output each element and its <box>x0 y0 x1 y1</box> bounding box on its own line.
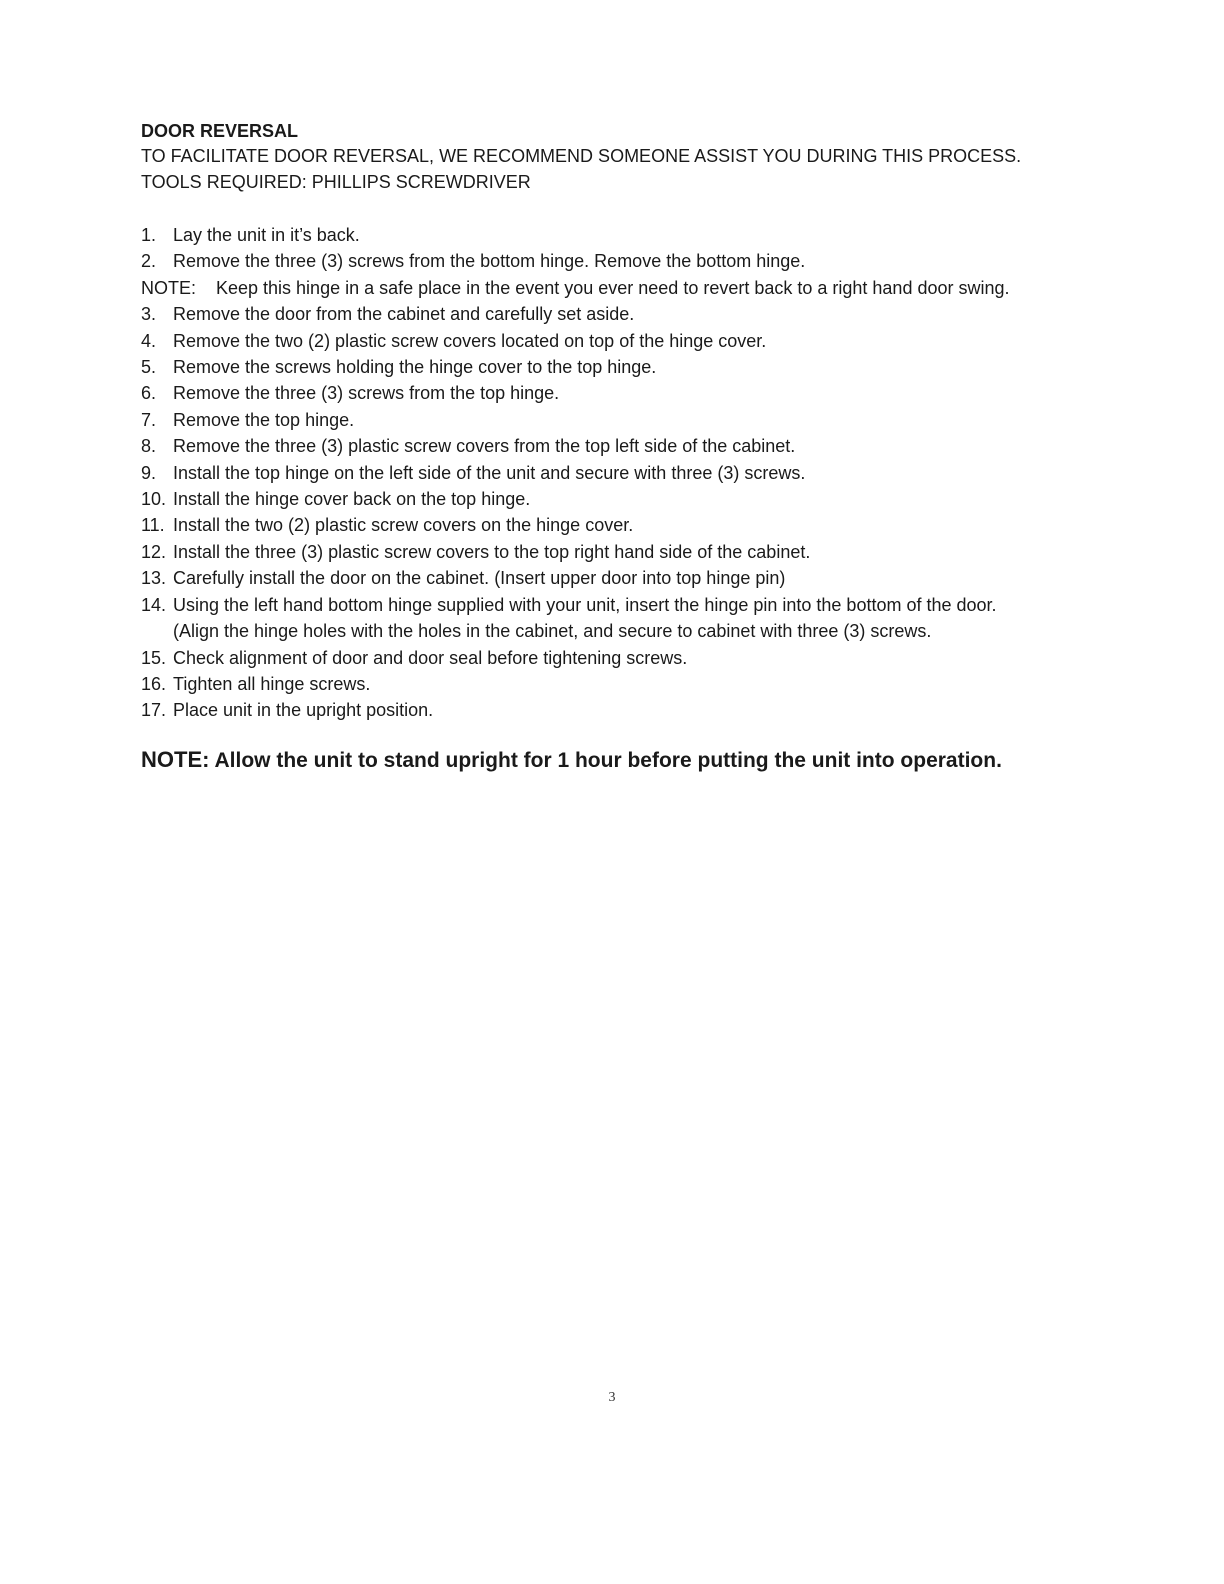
step-item <box>141 407 1101 433</box>
step-number: 1. <box>141 225 157 245</box>
step-item <box>141 328 1101 354</box>
step-number: 14. <box>141 594 167 615</box>
final-note-label: NOTE: <box>141 746 210 772</box>
step-item <box>141 671 1101 697</box>
inline-note-label: NOTE: <box>141 277 197 298</box>
step-number: 5. <box>141 357 157 378</box>
step-number: 13. <box>141 568 167 589</box>
step-text: Carefully install the door on the cabinet. (Insert upper door into top hinge pin) <box>173 568 786 589</box>
step-item <box>141 565 1101 591</box>
step-number: 12. <box>141 541 167 562</box>
step-text: Remove the three (3) plastic screw covers from the top left side of the cabinet. <box>173 436 796 457</box>
final-note-text: Allow the unit to stand upright for 1 hour before putting the unit into operation. <box>214 748 1002 772</box>
step-text: Tighten all hinge screws. <box>173 673 371 694</box>
page-number: 3 <box>608 1390 616 1405</box>
step-item <box>141 645 1101 671</box>
step-item <box>141 433 1101 459</box>
step-number: 16. <box>141 673 167 694</box>
step-number: 15. <box>141 647 167 668</box>
step-text: Remove the two (2) plastic screw covers located on top of the hinge cover. <box>173 330 767 351</box>
step-number: 4. <box>141 330 157 351</box>
step-text: Check alignment of door and door seal before tightening screws. <box>173 647 688 668</box>
step-item <box>141 301 1101 327</box>
step-text: Install the top hinge on the left side of the unit and secure with three (3) screws. <box>173 462 806 483</box>
step-number: 8. <box>141 436 157 457</box>
final-note <box>141 746 1101 775</box>
step-number: 6. <box>141 383 157 404</box>
step-text: Remove the three (3) screws from the bottom hinge. Remove the bottom hinge. <box>173 251 806 272</box>
step-text: Lay the unit in it’s back. <box>173 225 360 245</box>
step-text: Install the hinge cover back on the top hinge. <box>173 489 531 510</box>
step-text: Remove the three (3) screws from the top hinge. <box>173 383 560 404</box>
step-number: 11. <box>141 515 165 536</box>
inline-note <box>141 275 1101 301</box>
inline-note-text: Keep this hinge in a safe place in the event you ever need to revert back to a right hand door swing. <box>216 277 1010 298</box>
step-item <box>141 222 1101 248</box>
step-text: Install the three (3) plastic screw covers to the top right hand side of the cabinet. <box>173 541 811 562</box>
step-number: 2. <box>141 251 157 272</box>
step-item <box>141 354 1101 380</box>
step-item <box>141 380 1101 406</box>
tools-required-line: TOOLS REQUIRED: PHILLIPS SCREWDRIVER <box>141 172 531 192</box>
step-number: 7. <box>141 409 157 430</box>
step-number: 3. <box>141 304 157 325</box>
step-text: Place unit in the upright position. <box>173 700 434 721</box>
step-number: 17. <box>141 700 167 721</box>
step-item <box>141 460 1101 486</box>
section-heading: DOOR REVERSAL <box>141 121 299 141</box>
steps-list <box>141 222 1101 724</box>
instructions-section <box>141 119 1101 775</box>
intro-line: TO FACILITATE DOOR REVERSAL, WE RECOMMEND SOMEONE ASSIST YOU DURING THIS PROCESS. <box>141 146 1022 166</box>
step-text: Using the left hand bottom hinge supplied with your unit, insert the hinge pin into the bottom of the door. <box>173 594 997 615</box>
step-text: Remove the top hinge. <box>173 409 355 430</box>
step-item <box>141 248 1101 274</box>
step-number: 10. <box>141 489 167 510</box>
step-item <box>141 592 1101 618</box>
step-text: Remove the door from the cabinet and carefully set aside. <box>173 304 635 325</box>
step-text: Install the two (2) plastic screw covers on the hinge cover. <box>173 515 634 536</box>
step-number: 9. <box>141 462 157 483</box>
step-item <box>141 486 1101 512</box>
step-item <box>141 539 1101 565</box>
step-continuation: (Align the hinge holes with the holes in the cabinet, and secure to cabinet with three (3) screws. <box>173 621 932 642</box>
step-item <box>141 512 1101 538</box>
step-text: Remove the screws holding the hinge cover to the top hinge. <box>173 357 657 378</box>
intro-block <box>141 143 1101 195</box>
step-item <box>141 697 1101 723</box>
